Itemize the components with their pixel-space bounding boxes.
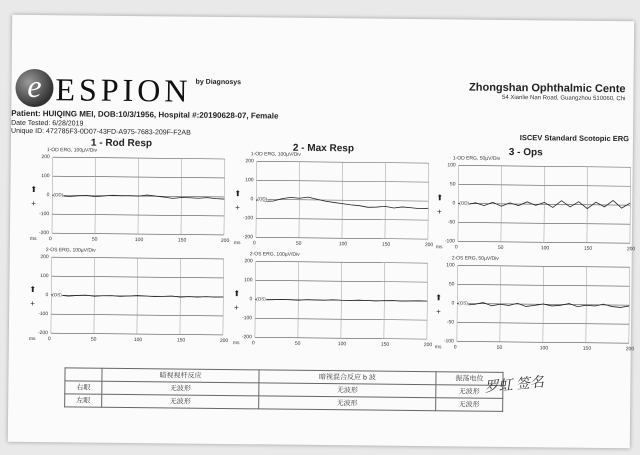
x-tick-label: 150 [176, 337, 186, 344]
espion-logo-icon: e [15, 69, 53, 107]
erg-panel [231, 253, 434, 353]
x-tick-label: 100 [540, 245, 550, 252]
ms-unit-label: ms [435, 244, 443, 251]
panel-label: 2-OS ERG, 50µV/Div [451, 255, 499, 262]
x-tick-label: 50 [496, 344, 503, 351]
erg-panel [232, 153, 435, 253]
results-header-cell: 暗视视杆反应 [102, 368, 259, 383]
y-tick-label: -200 [242, 234, 253, 241]
x-tick-label: 100 [337, 341, 347, 348]
plus-icon: + [234, 303, 239, 313]
x-tick-label: 0 [47, 336, 51, 343]
erg-panel [433, 257, 636, 357]
results-cell: 无波形 [259, 396, 436, 411]
x-tick-label: 200 [626, 246, 636, 253]
x-tick-label: 0 [453, 344, 457, 351]
y-tick-label: -200 [241, 334, 252, 341]
x-tick-label: 150 [380, 341, 390, 348]
channel-label: (OS) [256, 296, 266, 302]
x-tick-label: 200 [219, 337, 229, 345]
y-tick-label: -100 [243, 215, 254, 222]
x-tick-label: 200 [625, 346, 635, 353]
x-tick-label: 50 [497, 244, 504, 251]
y-tick-label: 0 [45, 292, 49, 299]
y-tick-label: 100 [446, 262, 455, 269]
x-tick-label: 200 [424, 242, 434, 249]
hospital-address: 54 Xianlie Nan Road, Guangzhou 510060, Chi [501, 94, 626, 103]
plus-icon: + [436, 307, 441, 317]
results-header-cell: 暗视混合反应 b 波 [259, 370, 436, 385]
ms-unit-label: ms [434, 344, 442, 351]
flash-marker-icon: ⬆ [234, 189, 242, 199]
y-tick-label: 0 [250, 196, 254, 203]
x-tick-label: 0 [252, 240, 256, 247]
y-tick-label: 0 [451, 300, 455, 307]
plus-icon: + [437, 207, 442, 217]
results-header-cell: 振荡电位 [436, 372, 503, 386]
results-cell: 无波形 [102, 381, 259, 396]
x-tick-label: 50 [295, 240, 302, 247]
y-tick-label: -100 [39, 211, 50, 218]
y-tick-label: 200 [245, 158, 254, 165]
erg-panel [434, 157, 637, 257]
flash-marker-icon: ⬆ [435, 293, 443, 303]
y-tick-label: 100 [245, 177, 254, 184]
x-tick-label: 150 [177, 237, 187, 244]
panel-label: 1-OD ERG, 100µV/Div [46, 147, 97, 154]
standard-label: ISCEV Standard Scotopic ERG [519, 133, 630, 144]
patient-line: Patient: HUIQING MEI, DOB:10/3/1956, Hospital #:20190628-07, Female [11, 108, 279, 121]
y-tick-label: 100 [244, 277, 253, 284]
y-tick-label: 100 [447, 162, 456, 169]
erg-panel [28, 149, 231, 249]
report-sheet [8, 15, 634, 448]
date-tested: Date Tested: 6/28/2019 [11, 119, 84, 128]
ms-unit-label: ms [28, 335, 36, 343]
logo-wordmark: ESPION [55, 71, 192, 109]
channel-label: (OS) [458, 300, 468, 306]
flash-marker-icon: ⬆ [233, 289, 241, 299]
x-tick-label: 150 [583, 245, 593, 252]
x-tick-label: 0 [454, 244, 458, 251]
x-tick-label: 100 [539, 345, 549, 352]
y-tick-label: 50 [449, 181, 456, 188]
results-header-cell [65, 368, 102, 381]
plus-icon: + [30, 298, 35, 309]
x-tick-label: 100 [133, 337, 143, 344]
flash-marker-icon: ⬆ [30, 184, 38, 195]
panel-label: 1-OD ERG, 100µV/Div [250, 151, 301, 158]
x-tick-label: 200 [220, 237, 230, 245]
y-tick-label: -200 [38, 230, 49, 237]
physician-signature: 罗虹 签名 [483, 375, 545, 396]
flash-marker-icon: ⬆ [29, 284, 37, 295]
flash-marker-icon: ⬆ [436, 193, 444, 203]
y-tick-label: 100 [41, 173, 50, 180]
results-cell: 无波形 [436, 398, 503, 412]
erg-panel [27, 249, 230, 349]
y-tick-label: 0 [46, 192, 50, 199]
results-cell: 无波形 [259, 383, 436, 398]
column-title-rod: 1 - Rod Resp [90, 137, 153, 150]
x-tick-label: 50 [90, 336, 97, 343]
hospital-name: Zhongshan Ophthalmic Cente [468, 81, 626, 96]
unique-id: Unique ID: 472785F3-0D07-43FD-A975-7683-209F-F2AB [10, 127, 191, 137]
y-tick-label: 200 [41, 154, 50, 161]
results-cell: 无波形 [436, 385, 503, 399]
x-tick-label: 100 [338, 241, 348, 248]
y-tick-label: -100 [38, 311, 49, 318]
x-tick-label: 0 [251, 340, 255, 347]
x-tick-label: 50 [294, 340, 301, 347]
ms-unit-label: ms [233, 240, 241, 247]
y-tick-label: -50 [446, 319, 455, 326]
y-tick-label: -200 [37, 330, 48, 337]
x-tick-label: 50 [91, 236, 98, 243]
column-title-max: 2 - Max Resp [292, 142, 355, 155]
results-cell: 右眼 [65, 381, 102, 394]
y-tick-label: 50 [448, 281, 455, 288]
results-cell: 无波形 [102, 394, 259, 409]
y-tick-label: 0 [249, 296, 253, 303]
channel-label: (OD) [53, 192, 64, 198]
y-tick-label: -50 [447, 219, 456, 226]
y-tick-label: 200 [244, 258, 253, 265]
channel-label: (OD) [459, 200, 470, 206]
x-tick-label: 100 [134, 237, 144, 244]
plus-icon: + [31, 198, 36, 209]
y-tick-label: 0 [452, 200, 456, 207]
x-tick-label: 0 [48, 236, 52, 243]
results-table [64, 367, 503, 412]
channel-label: (OS) [52, 292, 62, 298]
x-tick-label: 150 [582, 345, 592, 352]
panel-label: 2-OS ERG, 100µV/Div [249, 251, 300, 258]
ms-unit-label: ms [29, 235, 37, 243]
channel-label: (OD) [257, 196, 268, 202]
column-title-ops: 3 - Ops [508, 146, 543, 159]
y-tick-label: 200 [40, 254, 49, 261]
results-cell: 左眼 [65, 394, 102, 407]
x-tick-label: 150 [381, 241, 391, 248]
y-tick-label: 100 [40, 273, 49, 280]
ms-unit-label: ms [232, 340, 240, 347]
y-tick-label: -100 [443, 338, 454, 345]
panel-label: 1-OD ERG, 50µV/Div [452, 155, 501, 162]
logo-subtitle: by Diagnosys [195, 78, 242, 87]
y-tick-label: -100 [242, 315, 253, 322]
y-tick-label: -100 [444, 238, 455, 245]
panel-label: 2-OS ERG, 100µV/Div [45, 247, 96, 254]
x-tick-label: 200 [423, 342, 433, 349]
plus-icon: + [235, 203, 240, 213]
